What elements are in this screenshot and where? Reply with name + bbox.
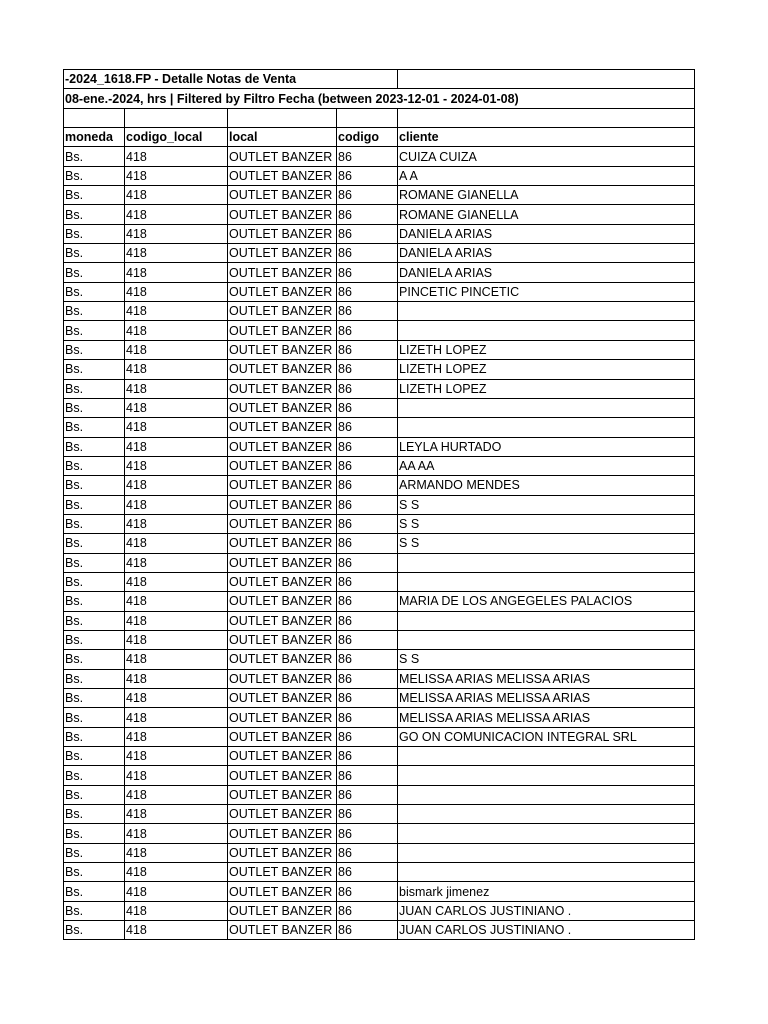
cell-codigo-local: 418 bbox=[125, 611, 228, 630]
table-row bbox=[64, 901, 695, 920]
cell-local: OUTLET BANZER bbox=[228, 747, 337, 766]
table-row bbox=[64, 747, 695, 766]
cell-codigo-local: 418 bbox=[125, 244, 228, 263]
cell-cliente: CUIZA CUIZA bbox=[398, 147, 695, 166]
cell-codigo: 86 bbox=[337, 321, 398, 340]
cell-cliente: GO ON COMUNICACION INTEGRAL SRL bbox=[398, 727, 695, 746]
cell-codigo: 86 bbox=[337, 766, 398, 785]
empty-cell bbox=[228, 108, 337, 127]
cell-codigo-local: 418 bbox=[125, 592, 228, 611]
cell-moneda: Bs. bbox=[64, 379, 125, 398]
table-row bbox=[64, 147, 695, 166]
table-row bbox=[64, 340, 695, 359]
cell-codigo-local: 418 bbox=[125, 282, 228, 301]
cell-codigo: 86 bbox=[337, 611, 398, 630]
table-row bbox=[64, 263, 695, 282]
cell-moneda: Bs. bbox=[64, 863, 125, 882]
cell-moneda: Bs. bbox=[64, 418, 125, 437]
report-title: -2024_1618.FP - Detalle Notas de Venta bbox=[64, 70, 398, 89]
cell-local: OUTLET BANZER bbox=[228, 689, 337, 708]
cell-codigo-local: 418 bbox=[125, 882, 228, 901]
cell-codigo-local: 418 bbox=[125, 863, 228, 882]
table-row bbox=[64, 244, 695, 263]
cell-codigo: 86 bbox=[337, 805, 398, 824]
table-row bbox=[64, 921, 695, 940]
cell-codigo-local: 418 bbox=[125, 669, 228, 688]
cell-cliente: S S bbox=[398, 495, 695, 514]
cell-cliente bbox=[398, 572, 695, 591]
cell-moneda: Bs. bbox=[64, 901, 125, 920]
cell-local: OUTLET BANZER bbox=[228, 805, 337, 824]
column-header-codigo: codigo bbox=[337, 128, 398, 147]
report-table bbox=[63, 69, 695, 940]
cell-moneda: Bs. bbox=[64, 592, 125, 611]
cell-cliente bbox=[398, 843, 695, 862]
cell-codigo: 86 bbox=[337, 863, 398, 882]
cell-moneda: Bs. bbox=[64, 224, 125, 243]
cell-cliente bbox=[398, 824, 695, 843]
cell-codigo-local: 418 bbox=[125, 805, 228, 824]
header-row bbox=[64, 128, 695, 147]
cell-codigo-local: 418 bbox=[125, 224, 228, 243]
cell-moneda: Bs. bbox=[64, 630, 125, 649]
cell-cliente: PINCETIC PINCETIC bbox=[398, 282, 695, 301]
cell-codigo: 86 bbox=[337, 921, 398, 940]
cell-local: OUTLET BANZER bbox=[228, 514, 337, 533]
cell-codigo: 86 bbox=[337, 592, 398, 611]
cell-local: OUTLET BANZER bbox=[228, 727, 337, 746]
cell-codigo-local: 418 bbox=[125, 147, 228, 166]
cell-codigo: 86 bbox=[337, 456, 398, 475]
column-header-moneda: moneda bbox=[64, 128, 125, 147]
cell-cliente bbox=[398, 863, 695, 882]
cell-codigo-local: 418 bbox=[125, 766, 228, 785]
cell-codigo: 86 bbox=[337, 572, 398, 591]
cell-codigo: 86 bbox=[337, 244, 398, 263]
table-row bbox=[64, 495, 695, 514]
table-row bbox=[64, 534, 695, 553]
cell-moneda: Bs. bbox=[64, 766, 125, 785]
cell-moneda: Bs. bbox=[64, 166, 125, 185]
cell-moneda: Bs. bbox=[64, 282, 125, 301]
cell-codigo-local: 418 bbox=[125, 186, 228, 205]
cell-cliente: MARIA DE LOS ANGEGELES PALACIOS bbox=[398, 592, 695, 611]
cell-moneda: Bs. bbox=[64, 824, 125, 843]
cell-local: OUTLET BANZER bbox=[228, 166, 337, 185]
cell-local: OUTLET BANZER bbox=[228, 495, 337, 514]
table-row bbox=[64, 186, 695, 205]
cell-codigo: 86 bbox=[337, 650, 398, 669]
cell-moneda: Bs. bbox=[64, 302, 125, 321]
cell-cliente bbox=[398, 553, 695, 572]
table-row bbox=[64, 302, 695, 321]
cell-local: OUTLET BANZER bbox=[228, 476, 337, 495]
empty-cell bbox=[337, 108, 398, 127]
cell-local: OUTLET BANZER bbox=[228, 882, 337, 901]
cell-local: OUTLET BANZER bbox=[228, 611, 337, 630]
cell-moneda: Bs. bbox=[64, 805, 125, 824]
cell-cliente: LIZETH LOPEZ bbox=[398, 360, 695, 379]
table-row bbox=[64, 456, 695, 475]
cell-codigo-local: 418 bbox=[125, 514, 228, 533]
cell-cliente: DANIELA ARIAS bbox=[398, 224, 695, 243]
cell-local: OUTLET BANZER bbox=[228, 437, 337, 456]
cell-moneda: Bs. bbox=[64, 669, 125, 688]
column-header-cliente: cliente bbox=[398, 128, 695, 147]
cell-cliente bbox=[398, 398, 695, 417]
cell-moneda: Bs. bbox=[64, 689, 125, 708]
cell-codigo: 86 bbox=[337, 901, 398, 920]
table-row bbox=[64, 476, 695, 495]
cell-cliente: ROMANE GIANELLA bbox=[398, 205, 695, 224]
cell-cliente bbox=[398, 766, 695, 785]
table-row bbox=[64, 282, 695, 301]
cell-codigo-local: 418 bbox=[125, 534, 228, 553]
table-row bbox=[64, 398, 695, 417]
cell-codigo-local: 418 bbox=[125, 689, 228, 708]
cell-cliente: DANIELA ARIAS bbox=[398, 263, 695, 282]
cell-codigo-local: 418 bbox=[125, 456, 228, 475]
table-row bbox=[64, 572, 695, 591]
cell-local: OUTLET BANZER bbox=[228, 863, 337, 882]
table-row bbox=[64, 650, 695, 669]
cell-local: OUTLET BANZER bbox=[228, 592, 337, 611]
cell-local: OUTLET BANZER bbox=[228, 263, 337, 282]
cell-local: OUTLET BANZER bbox=[228, 669, 337, 688]
cell-local: OUTLET BANZER bbox=[228, 282, 337, 301]
report-table-body bbox=[64, 70, 695, 940]
cell-codigo: 86 bbox=[337, 166, 398, 185]
cell-codigo-local: 418 bbox=[125, 340, 228, 359]
cell-local: OUTLET BANZER bbox=[228, 340, 337, 359]
cell-cliente bbox=[398, 302, 695, 321]
table-row bbox=[64, 360, 695, 379]
table-row bbox=[64, 863, 695, 882]
cell-codigo: 86 bbox=[337, 553, 398, 572]
cell-local: OUTLET BANZER bbox=[228, 186, 337, 205]
cell-local: OUTLET BANZER bbox=[228, 921, 337, 940]
cell-cliente: bismark jimenez bbox=[398, 882, 695, 901]
table-row bbox=[64, 205, 695, 224]
cell-moneda: Bs. bbox=[64, 882, 125, 901]
table-row bbox=[64, 166, 695, 185]
cell-codigo: 86 bbox=[337, 398, 398, 417]
table-row bbox=[64, 727, 695, 746]
cell-moneda: Bs. bbox=[64, 495, 125, 514]
cell-codigo: 86 bbox=[337, 437, 398, 456]
table-row bbox=[64, 418, 695, 437]
cell-codigo-local: 418 bbox=[125, 572, 228, 591]
cell-cliente: LIZETH LOPEZ bbox=[398, 340, 695, 359]
cell-moneda: Bs. bbox=[64, 263, 125, 282]
cell-codigo: 86 bbox=[337, 476, 398, 495]
cell-codigo-local: 418 bbox=[125, 321, 228, 340]
table-row bbox=[64, 708, 695, 727]
cell-moneda: Bs. bbox=[64, 708, 125, 727]
cell-codigo-local: 418 bbox=[125, 630, 228, 649]
cell-codigo: 86 bbox=[337, 495, 398, 514]
cell-codigo: 86 bbox=[337, 824, 398, 843]
cell-codigo-local: 418 bbox=[125, 901, 228, 920]
cell-cliente: DANIELA ARIAS bbox=[398, 244, 695, 263]
cell-cliente: AA AA bbox=[398, 456, 695, 475]
cell-moneda: Bs. bbox=[64, 340, 125, 359]
table-row bbox=[64, 824, 695, 843]
cell-cliente bbox=[398, 630, 695, 649]
cell-local: OUTLET BANZER bbox=[228, 650, 337, 669]
cell-codigo: 86 bbox=[337, 302, 398, 321]
cell-cliente: MELISSA ARIAS MELISSA ARIAS bbox=[398, 669, 695, 688]
table-row bbox=[64, 805, 695, 824]
cell-codigo-local: 418 bbox=[125, 418, 228, 437]
cell-codigo-local: 418 bbox=[125, 476, 228, 495]
cell-moneda: Bs. bbox=[64, 572, 125, 591]
cell-moneda: Bs. bbox=[64, 514, 125, 533]
cell-cliente bbox=[398, 785, 695, 804]
cell-codigo: 86 bbox=[337, 418, 398, 437]
cell-codigo: 86 bbox=[337, 630, 398, 649]
cell-local: OUTLET BANZER bbox=[228, 379, 337, 398]
cell-local: OUTLET BANZER bbox=[228, 572, 337, 591]
cell-codigo: 86 bbox=[337, 340, 398, 359]
cell-local: OUTLET BANZER bbox=[228, 843, 337, 862]
column-header-codigo-local: codigo_local bbox=[125, 128, 228, 147]
cell-local: OUTLET BANZER bbox=[228, 244, 337, 263]
cell-moneda: Bs. bbox=[64, 186, 125, 205]
table-row bbox=[64, 321, 695, 340]
cell-codigo: 86 bbox=[337, 147, 398, 166]
cell-local: OUTLET BANZER bbox=[228, 766, 337, 785]
empty-cell bbox=[398, 108, 695, 127]
cell-local: OUTLET BANZER bbox=[228, 456, 337, 475]
cell-codigo-local: 418 bbox=[125, 495, 228, 514]
cell-moneda: Bs. bbox=[64, 611, 125, 630]
table-row bbox=[64, 437, 695, 456]
cell-cliente: LIZETH LOPEZ bbox=[398, 379, 695, 398]
cell-codigo-local: 418 bbox=[125, 747, 228, 766]
cell-moneda: Bs. bbox=[64, 534, 125, 553]
cell-local: OUTLET BANZER bbox=[228, 708, 337, 727]
table-row bbox=[64, 379, 695, 398]
cell-moneda: Bs. bbox=[64, 360, 125, 379]
cell-local: OUTLET BANZER bbox=[228, 321, 337, 340]
cell-cliente: MELISSA ARIAS MELISSA ARIAS bbox=[398, 689, 695, 708]
cell-codigo-local: 418 bbox=[125, 437, 228, 456]
cell-local: OUTLET BANZER bbox=[228, 418, 337, 437]
cell-moneda: Bs. bbox=[64, 843, 125, 862]
cell-moneda: Bs. bbox=[64, 476, 125, 495]
cell-local: OUTLET BANZER bbox=[228, 824, 337, 843]
cell-codigo: 86 bbox=[337, 282, 398, 301]
cell-codigo: 86 bbox=[337, 669, 398, 688]
table-row bbox=[64, 553, 695, 572]
cell-moneda: Bs. bbox=[64, 321, 125, 340]
subtitle-row bbox=[64, 89, 695, 108]
title-row bbox=[64, 70, 695, 89]
cell-local: OUTLET BANZER bbox=[228, 901, 337, 920]
cell-local: OUTLET BANZER bbox=[228, 302, 337, 321]
cell-moneda: Bs. bbox=[64, 456, 125, 475]
cell-codigo: 86 bbox=[337, 747, 398, 766]
cell-codigo-local: 418 bbox=[125, 166, 228, 185]
cell-codigo: 86 bbox=[337, 785, 398, 804]
table-row bbox=[64, 514, 695, 533]
cell-moneda: Bs. bbox=[64, 398, 125, 417]
cell-cliente bbox=[398, 747, 695, 766]
spacer-row bbox=[64, 108, 695, 127]
table-row bbox=[64, 592, 695, 611]
cell-local: OUTLET BANZER bbox=[228, 630, 337, 649]
cell-codigo: 86 bbox=[337, 186, 398, 205]
cell-codigo-local: 418 bbox=[125, 824, 228, 843]
cell-local: OUTLET BANZER bbox=[228, 205, 337, 224]
cell-moneda: Bs. bbox=[64, 747, 125, 766]
cell-codigo-local: 418 bbox=[125, 360, 228, 379]
cell-cliente: ROMANE GIANELLA bbox=[398, 186, 695, 205]
cell-moneda: Bs. bbox=[64, 205, 125, 224]
cell-cliente: MELISSA ARIAS MELISSA ARIAS bbox=[398, 708, 695, 727]
cell-local: OUTLET BANZER bbox=[228, 785, 337, 804]
table-row bbox=[64, 611, 695, 630]
cell-cliente: S S bbox=[398, 514, 695, 533]
table-row bbox=[64, 785, 695, 804]
table-row bbox=[64, 843, 695, 862]
cell-moneda: Bs. bbox=[64, 553, 125, 572]
cell-moneda: Bs. bbox=[64, 921, 125, 940]
cell-codigo-local: 418 bbox=[125, 921, 228, 940]
cell-cliente: S S bbox=[398, 650, 695, 669]
table-row bbox=[64, 669, 695, 688]
cell-moneda: Bs. bbox=[64, 244, 125, 263]
cell-moneda: Bs. bbox=[64, 650, 125, 669]
table-row bbox=[64, 224, 695, 243]
cell-cliente: JUAN CARLOS JUSTINIANO . bbox=[398, 921, 695, 940]
cell-codigo: 86 bbox=[337, 727, 398, 746]
cell-codigo: 86 bbox=[337, 514, 398, 533]
cell-local: OUTLET BANZER bbox=[228, 224, 337, 243]
cell-codigo: 86 bbox=[337, 360, 398, 379]
cell-cliente bbox=[398, 321, 695, 340]
cell-local: OUTLET BANZER bbox=[228, 360, 337, 379]
cell-cliente bbox=[398, 611, 695, 630]
table-row bbox=[64, 689, 695, 708]
cell-local: OUTLET BANZER bbox=[228, 534, 337, 553]
cell-codigo-local: 418 bbox=[125, 708, 228, 727]
cell-moneda: Bs. bbox=[64, 437, 125, 456]
cell-codigo: 86 bbox=[337, 263, 398, 282]
cell-moneda: Bs. bbox=[64, 785, 125, 804]
cell-codigo-local: 418 bbox=[125, 302, 228, 321]
cell-moneda: Bs. bbox=[64, 727, 125, 746]
cell-local: OUTLET BANZER bbox=[228, 147, 337, 166]
table-row bbox=[64, 630, 695, 649]
cell-cliente: JUAN CARLOS JUSTINIANO . bbox=[398, 901, 695, 920]
cell-codigo: 86 bbox=[337, 843, 398, 862]
cell-codigo: 86 bbox=[337, 689, 398, 708]
cell-codigo: 86 bbox=[337, 534, 398, 553]
cell-codigo-local: 418 bbox=[125, 379, 228, 398]
column-header-local: local bbox=[228, 128, 337, 147]
cell-codigo-local: 418 bbox=[125, 785, 228, 804]
cell-codigo: 86 bbox=[337, 708, 398, 727]
cell-cliente bbox=[398, 805, 695, 824]
cell-codigo-local: 418 bbox=[125, 263, 228, 282]
cell-cliente: S S bbox=[398, 534, 695, 553]
cell-cliente: A A bbox=[398, 166, 695, 185]
table-row bbox=[64, 766, 695, 785]
cell-codigo-local: 418 bbox=[125, 843, 228, 862]
cell-cliente: ARMANDO MENDES bbox=[398, 476, 695, 495]
cell-moneda: Bs. bbox=[64, 147, 125, 166]
cell-codigo-local: 418 bbox=[125, 650, 228, 669]
cell-cliente bbox=[398, 418, 695, 437]
cell-codigo-local: 418 bbox=[125, 398, 228, 417]
cell-local: OUTLET BANZER bbox=[228, 553, 337, 572]
empty-cell bbox=[64, 108, 125, 127]
report-subtitle: 08-ene.-2024, hrs | Filtered by Filtro Fecha (between 2023-12-01 - 2024-01-08) bbox=[64, 89, 695, 108]
cell-codigo: 86 bbox=[337, 882, 398, 901]
cell-cliente: LEYLA HURTADO bbox=[398, 437, 695, 456]
cell-codigo-local: 418 bbox=[125, 553, 228, 572]
empty-cell bbox=[125, 108, 228, 127]
cell-codigo: 86 bbox=[337, 205, 398, 224]
cell-codigo-local: 418 bbox=[125, 205, 228, 224]
empty-cell bbox=[398, 70, 695, 89]
cell-codigo-local: 418 bbox=[125, 727, 228, 746]
cell-codigo: 86 bbox=[337, 379, 398, 398]
cell-codigo: 86 bbox=[337, 224, 398, 243]
table-row bbox=[64, 882, 695, 901]
cell-local: OUTLET BANZER bbox=[228, 398, 337, 417]
